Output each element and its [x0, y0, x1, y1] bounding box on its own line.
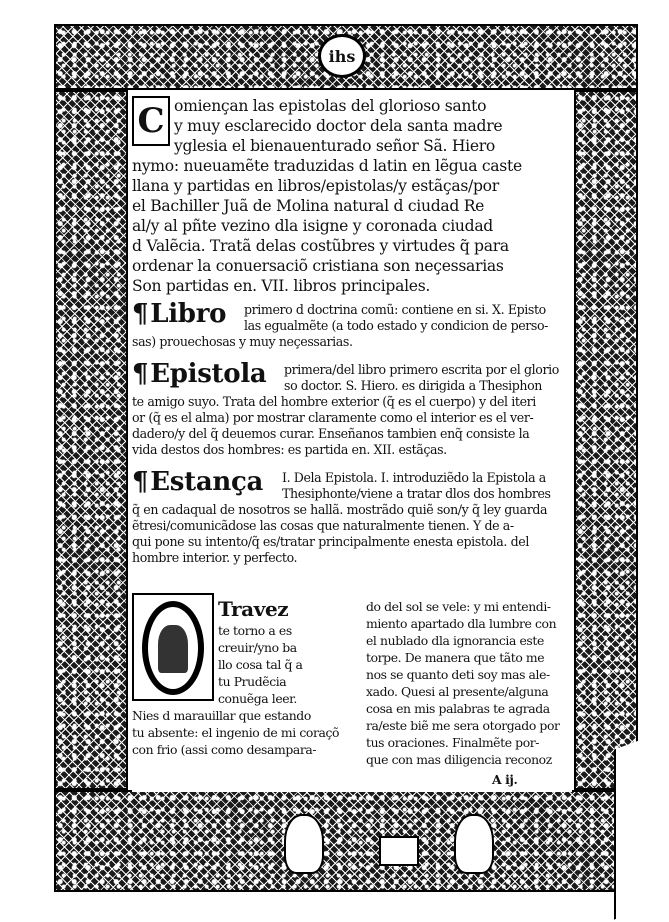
libro-line: las egualmẽte (a todo estado y condicion de perso-	[244, 318, 549, 333]
left-col-line: con frio (assi como desampara-	[132, 742, 317, 757]
title-line: omiençan las epistolas del glorioso santo	[174, 97, 487, 115]
decorated-initial-c: C	[132, 96, 170, 146]
left-col-line: Nies d marauillar que estando	[132, 708, 311, 723]
left-col-line: te torno a es	[218, 623, 292, 638]
right-col-line: torpe. De manera que tãto me	[366, 650, 545, 665]
title-line: el Bachiller Juã de Molina natural d ciudad Re	[132, 197, 485, 215]
libro-line: primero d doctrina comũ: contiene en si. X. Episto	[244, 302, 546, 317]
left-col-line: tu absente: el ingenio de mi coraçõ	[132, 725, 340, 740]
epistola-heading: ¶Epistola	[132, 359, 267, 389]
left-col-line: llo cosa tal q̃ a	[218, 657, 303, 672]
text-block	[132, 92, 572, 792]
libro-line: sas) prouechosas y muy neçessarias.	[132, 334, 353, 349]
cherub-left	[284, 814, 324, 874]
initial-o-letter: O	[201, 688, 209, 698]
libro-heading: ¶Libro	[132, 299, 227, 329]
epistola-line: so doctor. S. Hiero. es dirigida a Thesiphon	[284, 378, 543, 393]
right-col-line: nos se quanto deti soy mas ale-	[366, 667, 550, 682]
estanca-line: q̃ en cadaqual de nosotros se hallã. mostrãdo quiẽ son/y q̃ ley guarda	[132, 502, 548, 517]
estanca-line: I. Dela Epistola. I. introduziẽdo la Epistola a	[282, 470, 546, 485]
estanca-line: hombre interior. y perfecto.	[132, 550, 298, 565]
estanca-heading: ¶Estança	[132, 467, 264, 497]
left-col-line: Travez	[218, 597, 289, 621]
page	[46, 18, 640, 888]
woodcut-border-left	[54, 90, 128, 790]
epistola-line: or (q̃ es el alma) por mostrar claramente como el interior es el ver-	[132, 410, 534, 425]
left-col-line: tu Prudẽcia	[218, 674, 287, 689]
coat-of-arms	[379, 836, 419, 866]
title-line: llana y partidas en libros/epistolas/y estãças/por	[132, 177, 499, 195]
title-line: yglesia el bienauenturado señor Sã. Hiero	[174, 137, 495, 155]
pilcrow-icon: ¶	[132, 299, 149, 329]
left-col-line: creuir/yno ba	[218, 640, 297, 655]
right-col-line: ra/este biẽ me sera otorgado por	[366, 718, 560, 733]
epistola-line: te amigo suyo. Trata del hombre exterior (q̃ es el cuerpo) y del iteri	[132, 394, 536, 409]
left-col-line: conuẽga leer.	[218, 691, 297, 706]
right-col-line: miento apartado dla lumbre con	[366, 616, 557, 631]
estanca-line: ẽtresi/comunicãdose las cosas que naturalmente tienen. Y de a-	[132, 518, 514, 533]
right-col-line: do del sol se vele: y mi entendi-	[366, 599, 551, 614]
right-col-line: cosa en mis palabras te agrada	[366, 701, 550, 716]
cherub-right	[454, 814, 494, 874]
pilcrow-icon: ¶	[132, 467, 149, 497]
title-line: y muy esclarecido doctor dela santa madre	[174, 117, 503, 135]
monogram: ihs	[328, 46, 356, 66]
title-line: Son partidas en. VII. libros principales.	[132, 277, 431, 295]
right-col-line: que con mas diligencia reconoz	[366, 752, 552, 767]
page-curl	[614, 734, 656, 919]
woodcut-initial-o	[132, 593, 214, 701]
right-col-line: xado. Quesi al presente/alguna	[366, 684, 549, 699]
right-col-line: el nublado dla ignorancia este	[366, 633, 544, 648]
epistola-line: dadero/y del q̃ deuemos curar. Enseñanos tambien enq̃ consiste la	[132, 426, 530, 441]
title-line: nymo: nueuamẽte traduzidas d latin en lẽgua caste	[132, 157, 522, 175]
estanca-line: Thesiphonte/viene a tratar dlos dos hombres	[282, 486, 551, 501]
ihs-medallion	[318, 34, 366, 78]
estanca-line: qui pone su intento/q̃ es/tratar principalmente enesta epistola. del	[132, 534, 529, 549]
woodcut-border-right	[574, 90, 638, 790]
title-line: ordenar la conuersaciõ cristiana son neçessarias	[132, 257, 504, 275]
woodcut-border-bottom	[54, 790, 638, 892]
pilcrow-icon: ¶	[132, 359, 149, 389]
epistola-line: vida destos dos hombres: es partida en. XII. estãças.	[132, 442, 447, 457]
scholar-figure	[158, 625, 188, 673]
title-line: d Valẽcia. Tratã delas costũbres y virtudes q̃ para	[132, 237, 509, 255]
signature-mark: A ij.	[492, 772, 518, 787]
right-col-line: tus oraciones. Finalmẽte por-	[366, 735, 540, 750]
title-line: al/y al pñte vezino dla isigne y coronada ciudad	[132, 217, 493, 235]
epistola-line: primera/del libro primero escrita por el glorio	[284, 362, 559, 377]
